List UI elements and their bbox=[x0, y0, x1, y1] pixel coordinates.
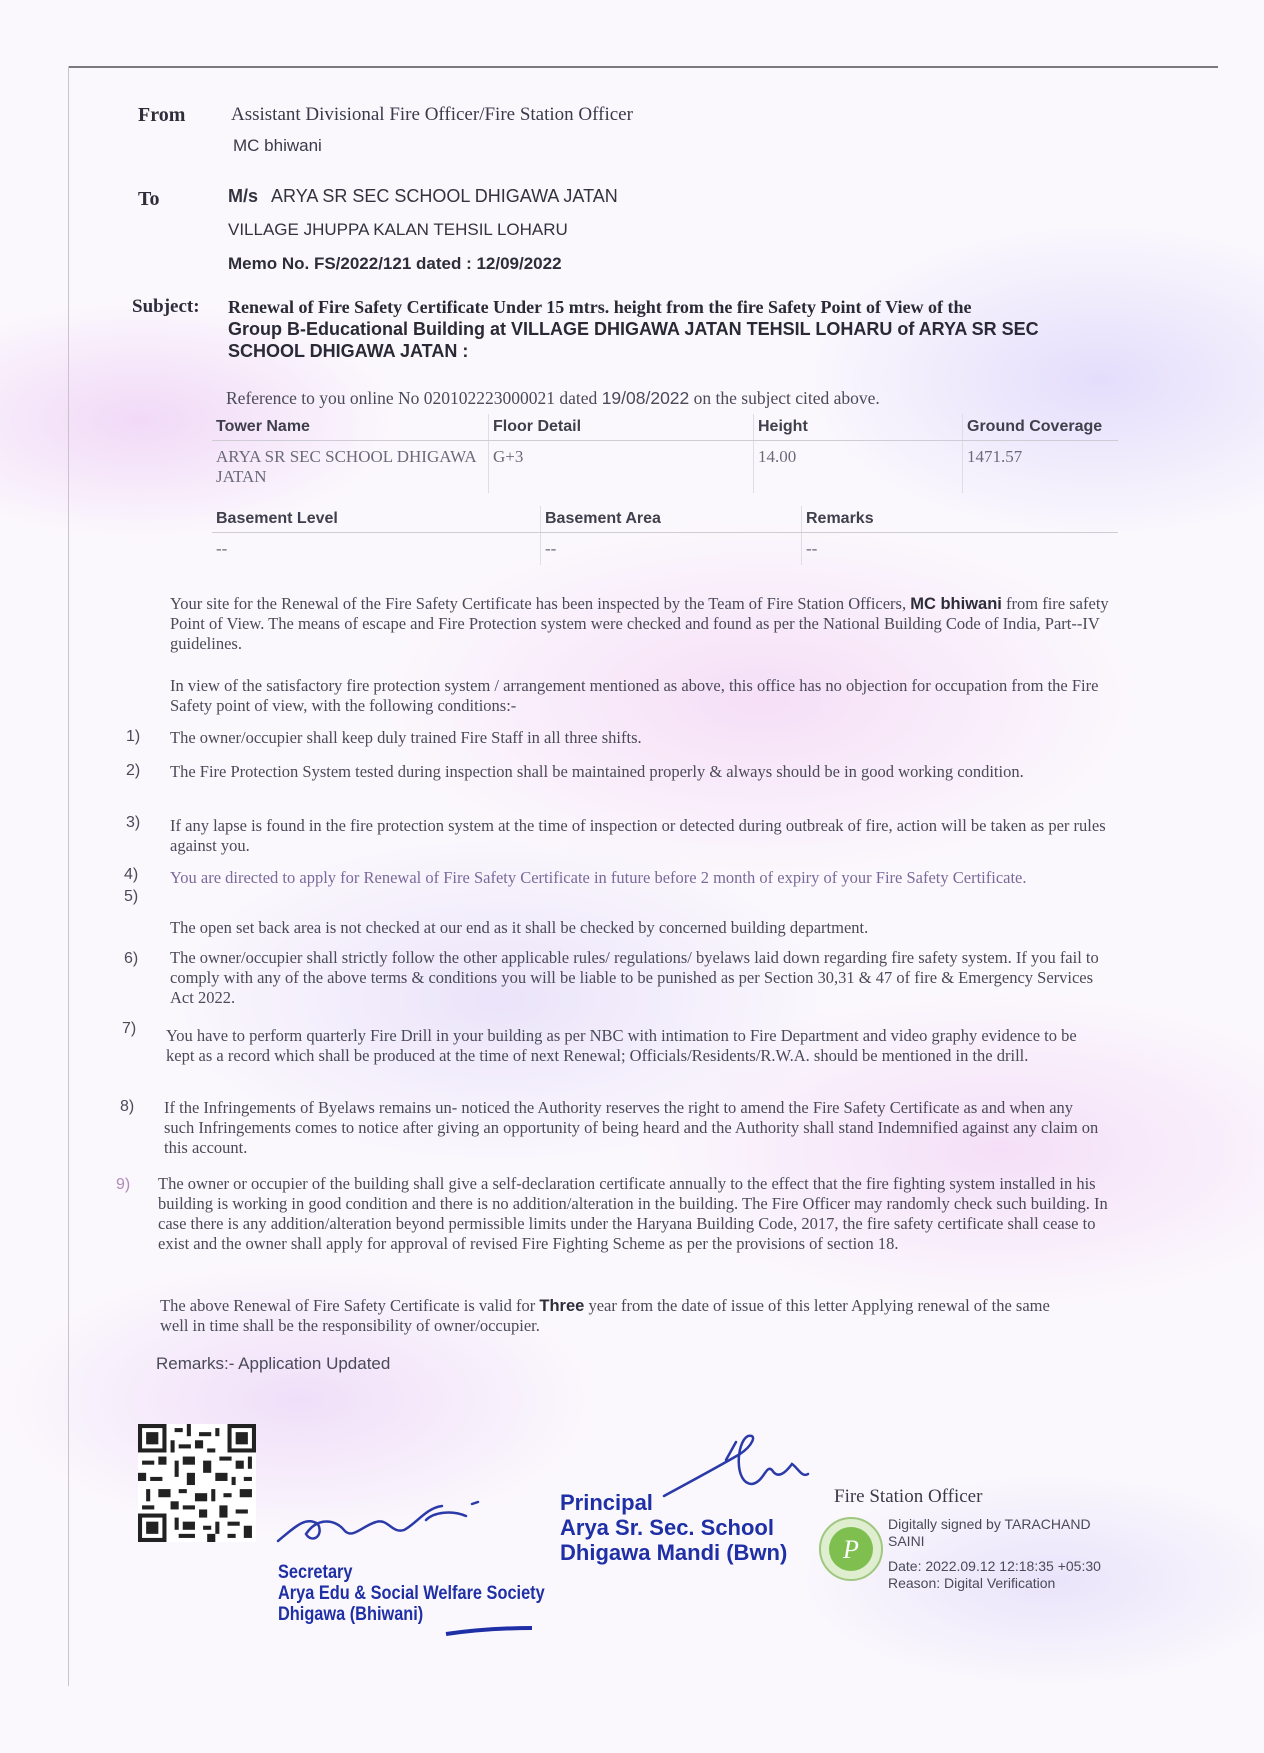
secretary-stamp-line3: Dhigawa (Bhiwani) bbox=[278, 1604, 424, 1625]
condition-text: You have to perform quarterly Fire Drill in your building as per NBC with intimation to Fire Department and video graphy evidence to be kept as a record which shall be produced at the time of next Renewal; Officials/Residents/R.W.A. should be mentioned in the drill. bbox=[166, 1026, 1077, 1065]
col-tower-name: Tower Name bbox=[212, 414, 489, 441]
condition-number: 3) bbox=[126, 814, 141, 831]
subject-label: Subject: bbox=[132, 296, 200, 317]
fso-title: Fire Station Officer bbox=[834, 1486, 983, 1507]
digital-reason: Reason: Digital Verification bbox=[888, 1575, 1056, 1591]
col-ground-coverage: Ground Coverage bbox=[963, 414, 1119, 441]
condition-number: 5) bbox=[124, 888, 139, 905]
basement-details-table bbox=[212, 506, 1118, 565]
digital-date: Date: 2022.09.12 12:18:35 +05:30 bbox=[888, 1558, 1101, 1574]
cell-remarks: -- bbox=[806, 539, 818, 558]
cell-basement-area: -- bbox=[541, 533, 802, 566]
condition-number: 8) bbox=[120, 1098, 135, 1115]
cell-ground-coverage: 1471.57 bbox=[967, 447, 1023, 466]
page-border-left bbox=[68, 66, 69, 1686]
page-border-top bbox=[68, 66, 1218, 68]
condition-text: The open set back area is not checked at our end as it shall be checked by concerned building department. bbox=[170, 918, 869, 937]
remarks: Remarks:- Application Updated bbox=[156, 1354, 391, 1373]
principal-stamp-line2: Arya Sr. Sec. School bbox=[560, 1515, 774, 1540]
secretary-signature bbox=[266, 1486, 486, 1556]
col-basement-area: Basement Area bbox=[541, 506, 802, 533]
table-header-row bbox=[212, 414, 1118, 441]
condition-number: 7) bbox=[122, 1020, 137, 1037]
secretary-stamp bbox=[278, 1562, 545, 1625]
noc-paragraph: In view of the satisfactory fire protection system / arrangement mentioned as above, this office has no objection for occupation from the Fire Safety point of view, with the following conditions:- bbox=[170, 676, 1099, 715]
condition-number: 2) bbox=[126, 762, 141, 779]
subject-text bbox=[228, 296, 1118, 362]
qr-code-graphic bbox=[138, 1424, 256, 1542]
col-remarks: Remarks bbox=[802, 506, 1119, 533]
to-name: ARYA SR SEC SCHOOL DHIGAWA JATAN bbox=[271, 186, 618, 206]
digital-signature-text bbox=[888, 1516, 1101, 1592]
principal-stamp-line1: Principal bbox=[560, 1490, 653, 1515]
p1-part-c: from fire safety Point of View. The means of escape and Fire Protection system were checked and found as per the National Building Code of India, Part--IV guidelines. bbox=[170, 594, 1109, 653]
to-line1 bbox=[228, 186, 618, 207]
to-line2: VILLAGE JHUPPA KALAN TEHSIL LOHARU bbox=[228, 220, 568, 239]
building-details-table bbox=[212, 414, 1118, 493]
table-row bbox=[212, 533, 1118, 566]
subject-line2: Group B-Educational Building at VILLAGE DHIGAWA JATAN TEHSIL LOHARU of ARYA SR SEC bbox=[228, 319, 1039, 339]
table-row bbox=[212, 441, 1118, 494]
subject-line1: Renewal of Fire Safety Certificate Under 15 mtrs. height from the fire Safety Point of View of the bbox=[228, 297, 972, 317]
col-floor-detail: Floor Detail bbox=[489, 414, 754, 441]
svg-text:P: P bbox=[843, 1535, 859, 1564]
condition-text: If the Infringements of Byelaws remains un- noticed the Authority reserves the right to amend the Fire Safety Certificate as and when any such Infringements comes to notice after giving an opportunity of being heard and the Authority shall stand Indemnified against any claim on this account. bbox=[164, 1098, 1099, 1157]
condition-text: The owner/occupier shall strictly follow the other applicable rules/ regulations/ byelaws laid down regarding fire safety system. If you fail to comply with any of the above terms & conditions you will be liable to be punished as per Section 30,31 & 47 of fire & Emergency Services Act 2022. bbox=[170, 948, 1099, 1007]
condition-text: You are directed to apply for Renewal of Fire Safety Certificate in future before 2 month of expiry of your Fire Safety Certificate. bbox=[170, 868, 1027, 887]
from-label: From bbox=[138, 104, 186, 126]
cell-tower-name: ARYA SR SEC SCHOOL DHIGAWA JATAN bbox=[212, 441, 489, 494]
digital-signer-name: SAINI bbox=[888, 1533, 925, 1549]
condition-number: 6) bbox=[124, 950, 139, 967]
principal-stamp bbox=[560, 1490, 787, 1565]
cell-floor-detail: G+3 bbox=[489, 441, 754, 494]
table-header-row bbox=[212, 506, 1118, 533]
reference-date: 19/08/2022 bbox=[601, 388, 690, 408]
from-line1: Assistant Divisional Fire Officer/Fire Station Officer bbox=[231, 104, 633, 125]
cell-basement-level: -- bbox=[212, 533, 541, 566]
reference-line bbox=[226, 388, 880, 409]
secretary-stamp-line2: Arya Edu & Social Welfare Society bbox=[278, 1583, 545, 1604]
col-height: Height bbox=[754, 414, 963, 441]
secretary-stamp-line1: Secretary bbox=[278, 1562, 353, 1583]
inspection-paragraph bbox=[170, 594, 1110, 654]
condition-text: If any lapse is found in the fire protection system at the time of inspection or detected during outbreak of fire, action will be taken as per rules against you. bbox=[170, 816, 1106, 855]
condition-number: 9) bbox=[116, 1176, 131, 1193]
principal-stamp-line3: Dhigawa Mandi (Bwn) bbox=[560, 1540, 788, 1565]
condition-text: The owner/occupier shall keep duly trained Fire Staff in all three shifts. bbox=[170, 728, 642, 747]
subject-line3: SCHOOL DHIGAWA JATAN : bbox=[228, 341, 469, 361]
validity-part-a: The above Renewal of Fire Safety Certificate is valid for bbox=[160, 1296, 536, 1315]
cell-height: 14.00 bbox=[754, 441, 963, 494]
digital-signature-badge-icon bbox=[818, 1516, 884, 1582]
to-label: To bbox=[138, 188, 160, 210]
validity-part-c: year from the date of issue of this letter Applying renewal of the same well in time shall be the responsibility of owner/occupier. bbox=[160, 1296, 1050, 1335]
reference-prefix: Reference to you online No 020102223000021 dated bbox=[226, 388, 602, 408]
from-line2: MC bhiwani bbox=[233, 136, 322, 155]
validity-years: Three bbox=[539, 1297, 585, 1315]
reference-suffix: on the subject cited above. bbox=[689, 388, 880, 408]
p1-part-b: MC bhiwani bbox=[910, 595, 1002, 613]
memo-number: Memo No. FS/2022/121 dated : 12/09/2022 bbox=[228, 254, 562, 273]
col-basement-level: Basement Level bbox=[212, 506, 541, 533]
digital-signed-by: Digitally signed by TARACHAND bbox=[888, 1516, 1091, 1532]
condition-number: 4) bbox=[124, 866, 139, 883]
validity-paragraph bbox=[160, 1296, 1060, 1336]
condition-text: The owner or occupier of the building shall give a self-declaration certificate annually to the effect that the fire fighting system installed in his building is working in good condition and there is no addition/alteration in the building. The Fire Officer may randomly check such building. In case there is any addition/alteration beyond permissible limits under the Haryana Building Code, 2017, the fire safety certificate shall cease to exist and the owner shall apply for approval of revised Fire Fighting Scheme as per the provisions of section 18. bbox=[158, 1174, 1108, 1253]
stamp-underline bbox=[444, 1624, 534, 1640]
qr-code bbox=[138, 1424, 256, 1542]
condition-number: 1) bbox=[126, 728, 141, 745]
condition-text: The Fire Protection System tested during inspection shall be maintained properly & always should be in good working condition. bbox=[170, 762, 1024, 781]
to-ms: M/s bbox=[228, 186, 259, 206]
p1-part-a: Your site for the Renewal of the Fire Safety Certificate has been inspected by the Team of Fire Station Officers, bbox=[170, 594, 907, 613]
